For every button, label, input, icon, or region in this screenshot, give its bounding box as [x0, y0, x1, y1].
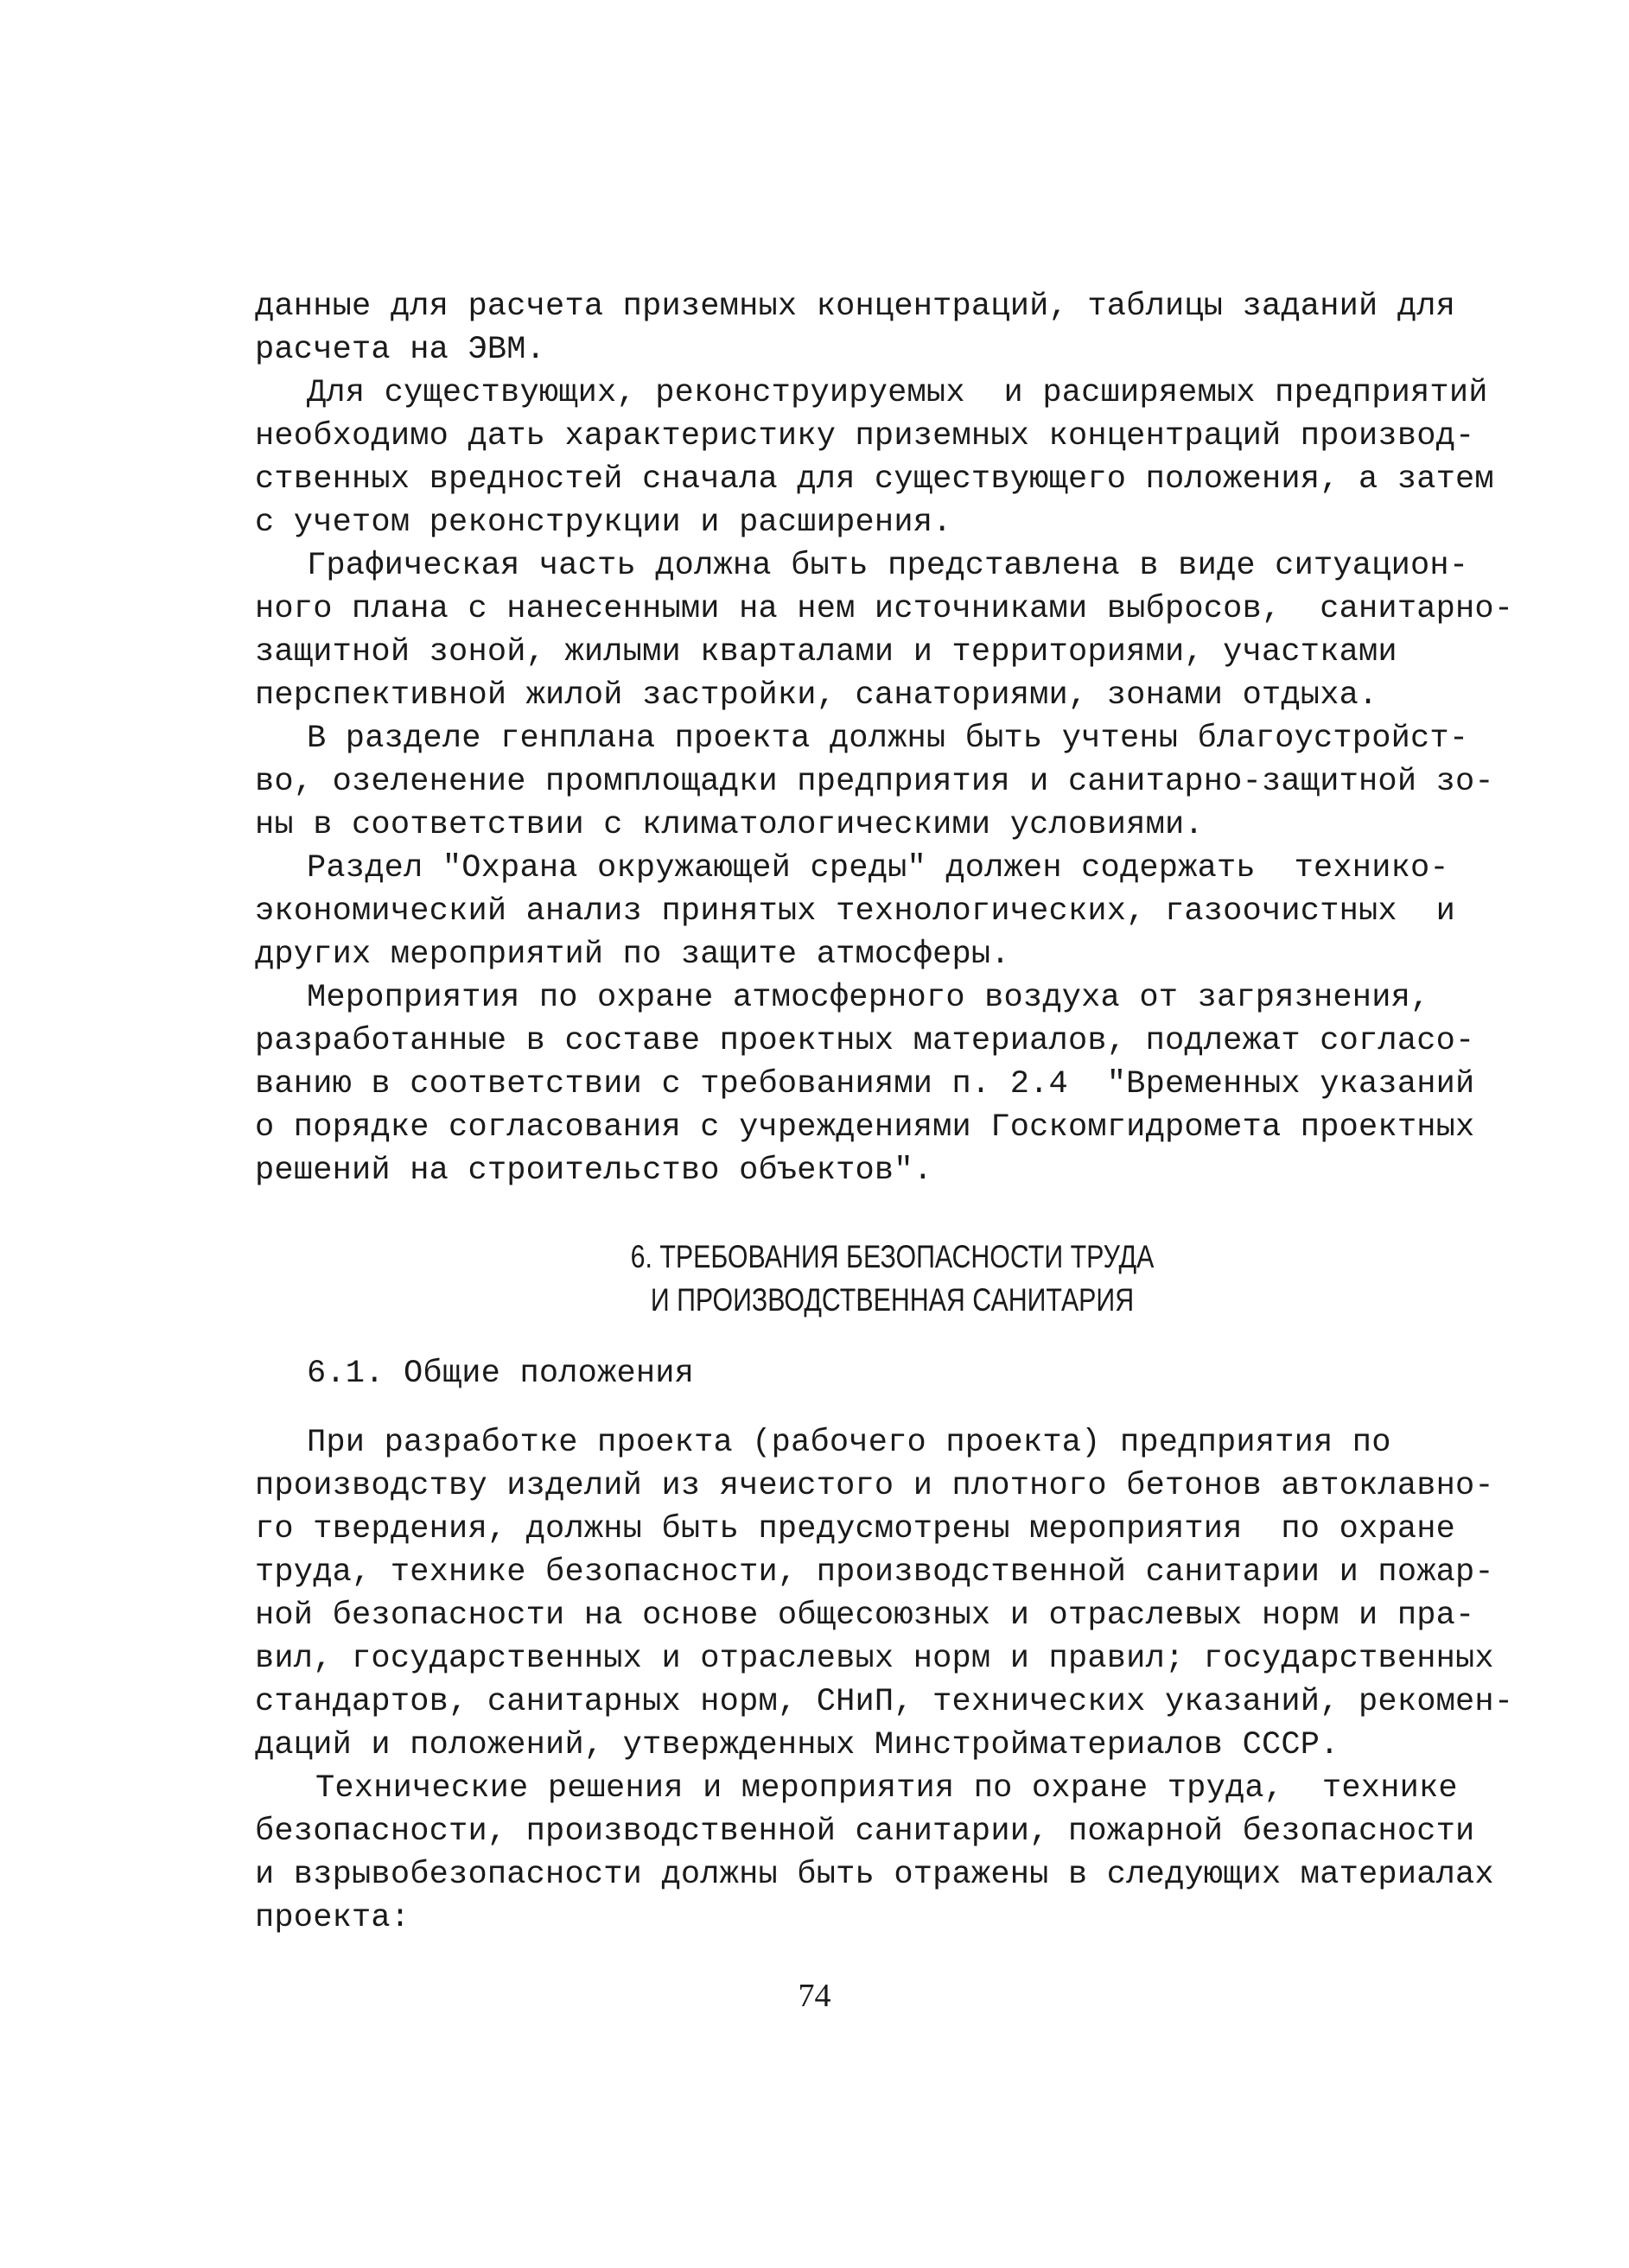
text-line: разработанные в составе проектных материалов, подлежат согласо- — [255, 1023, 1475, 1059]
paragraph-first-line: В разделе генплана проекта должны быть учтены благоустройст- — [307, 721, 1469, 757]
text-line: стандартов, санитарных норм, СНиП, технических указаний, рекомен- — [255, 1684, 1514, 1720]
text-line: экономический анализ принятых технологических, газоочистных и — [255, 893, 1456, 930]
text-line: производству изделий из ячеистого и плотного бетонов автоклавно- — [255, 1468, 1494, 1504]
text-line: ного плана с нанесенными на нем источниками выбросов, санитарно- — [255, 591, 1514, 627]
paragraph-first-line: Для существующих, реконструируемых и расширяемых предприятий — [307, 375, 1488, 411]
text-line: ны в соответствии с климатологическими условиями. — [255, 807, 1204, 843]
text-line: во, озеленение промплощадки предприятия и санитарно-защитной зо- — [255, 764, 1494, 800]
text-line: защитной зоной, жилыми кварталами и территориями, участками — [255, 634, 1397, 670]
text-line: решений на строительство объектов". — [255, 1153, 933, 1189]
section-heading-line-2: И ПРОИЗВОДСТВЕННАЯ САНИТАРИЯ — [650, 1282, 1135, 1318]
section-heading-line-1: 6. ТРЕБОВАНИЯ БЕЗОПАСНОСТИ ТРУДА — [630, 1239, 1155, 1274]
text-line: ванию в соответствии с требованиями п. 2.4 "Временных указаний — [255, 1066, 1475, 1102]
paragraph-first-line: Графическая часть должна быть представлена в виде ситуацион- — [307, 548, 1469, 584]
text-line: и взрывобезопасности должны быть отражены в следующих материалах — [255, 1857, 1494, 1893]
text-line: го твердения, должны быть предусмотрены мероприятия по охране — [255, 1511, 1456, 1547]
paragraph-first-line: Раздел "Охрана окружающей среды" должен содержать технико- — [307, 850, 1449, 886]
text-line: вил, государственных и отраслевых норм и правил; государственных — [255, 1641, 1494, 1677]
text-line: ной безопасности на основе общесоюзных и отраслевых норм и пра- — [255, 1598, 1475, 1634]
page-number: 74 — [798, 1978, 831, 2014]
paragraph-first-line: Мероприятия по охране атмосферного воздуха от загрязнения, — [307, 980, 1430, 1016]
text-line: перспективной жилой застройки, санаториями, зонами отдыха. — [255, 677, 1378, 714]
text-line: с учетом реконструкции и расширения. — [255, 505, 952, 541]
text-line: труда, технике безопасности, производственной санитарии и пожар- — [255, 1554, 1494, 1591]
paragraph-first-line: Технические решения и мероприятия по охране труда, технике — [315, 1770, 1458, 1807]
text-line: о порядке согласования с учреждениями Госкомгидромета проектных — [255, 1109, 1475, 1146]
text-line: расчета на ЭВМ. — [255, 332, 546, 368]
text-line: безопасности, производственной санитарии, пожарной безопасности — [255, 1814, 1475, 1850]
text-line: даций и положений, утвержденных Минстройматериалов СССР. — [255, 1727, 1339, 1763]
paragraph-first-line: При разработке проекта (рабочего проекта) предприятия по — [307, 1425, 1391, 1461]
subsection-title: 6.1. Общие положения — [307, 1356, 695, 1392]
text-line: необходимо дать характеристику приземных концентраций производ- — [255, 418, 1475, 454]
text-line: других мероприятий по защите атмосферы. — [255, 937, 1010, 973]
text-line: данные для расчета приземных концентраций, таблицы заданий для — [255, 289, 1456, 325]
text-line: ственных вредностей сначала для существующего положения, а затем — [255, 461, 1494, 498]
text-line: проекта: — [255, 1900, 410, 1936]
